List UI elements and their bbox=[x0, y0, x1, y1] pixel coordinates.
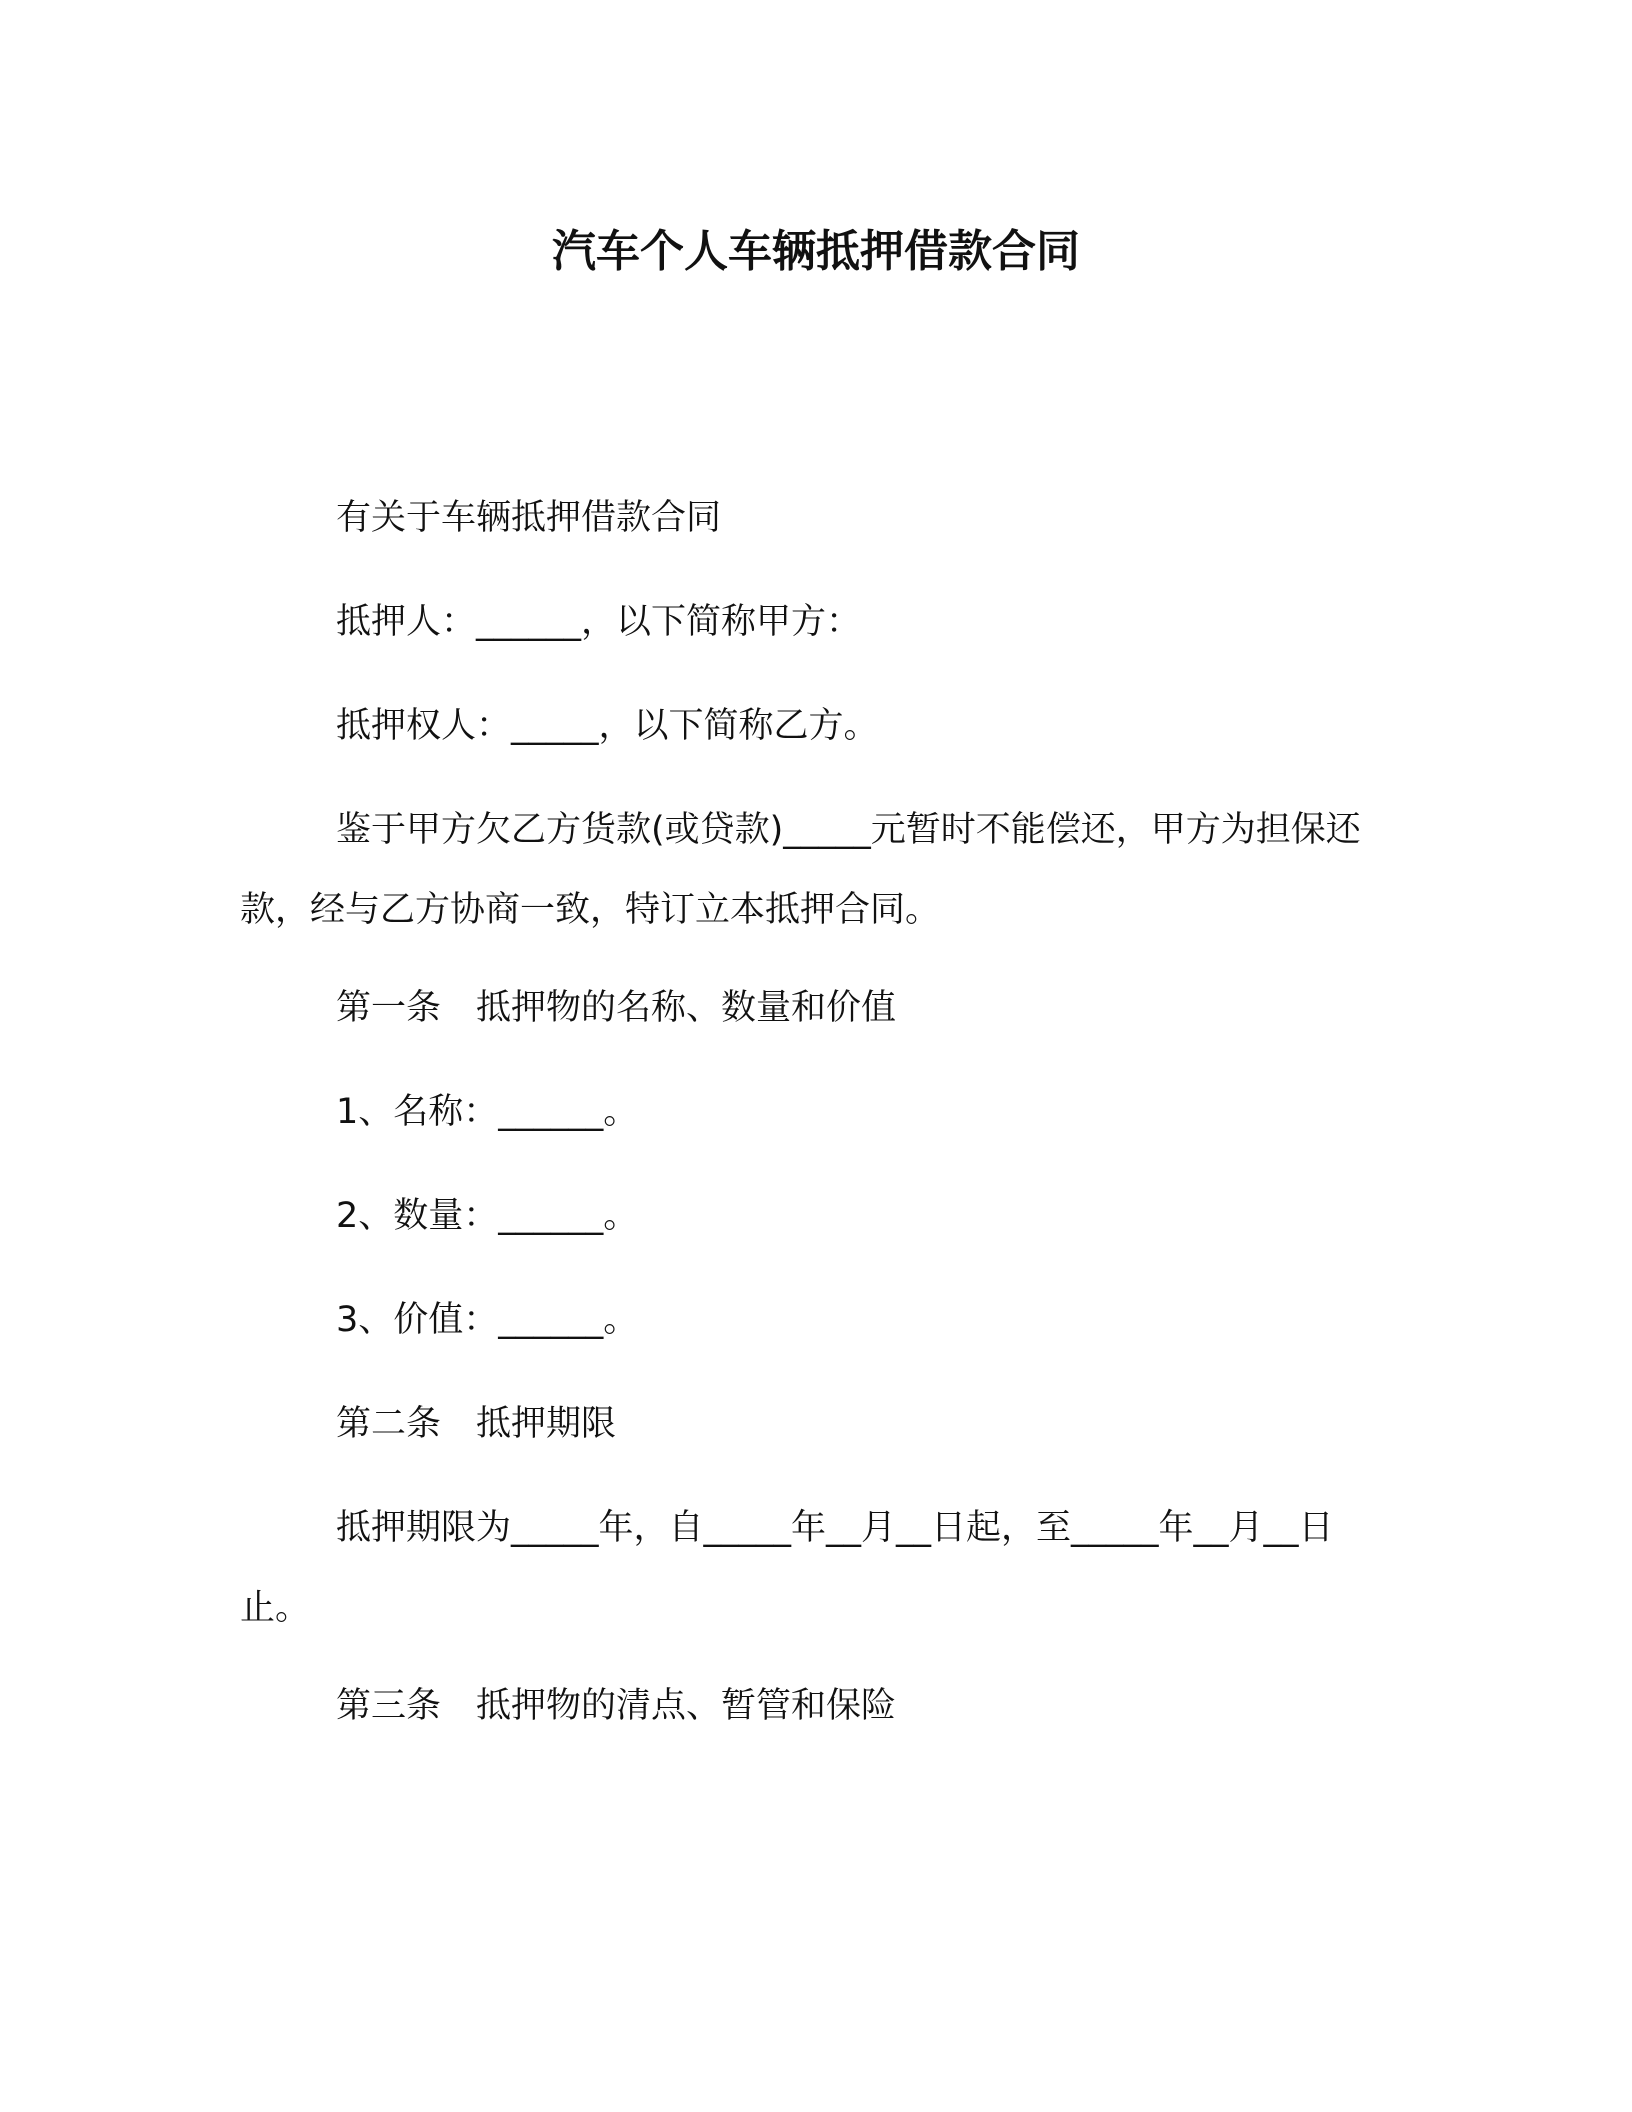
document-title: 汽车个人车辆抵押借款合同 bbox=[552, 226, 1080, 277]
item-quantity: 2、数量：______。 bbox=[336, 1196, 639, 1236]
article-1-heading: 第一条 抵押物的名称、数量和价值 bbox=[336, 988, 897, 1028]
paragraph-mortgagee: 抵押权人：_____，以下简称乙方。 bbox=[336, 706, 879, 746]
item-value: 3、价值：______。 bbox=[336, 1300, 639, 1340]
item-name: 1、名称：______。 bbox=[336, 1092, 639, 1132]
paragraph-recital: 鉴于甲方欠乙方货款(或贷款)_____元暂时不能偿还，甲方为担保还款，经与乙方协商一致，特订立本抵押合同。 bbox=[240, 810, 1361, 930]
paragraph-mortgagor: 抵押人：______，以下简称甲方： bbox=[336, 602, 862, 642]
paragraph-intro: 有关于车辆抵押借款合同 bbox=[336, 498, 722, 538]
article-2-heading: 第二条 抵押期限 bbox=[336, 1404, 617, 1444]
article-3-heading: 第三条 抵押物的清点、暂管和保险 bbox=[336, 1686, 897, 1726]
paragraph-term: 抵押期限为_____年，自_____年__月__日起，至_____年__月__日止。 bbox=[240, 1508, 1334, 1628]
